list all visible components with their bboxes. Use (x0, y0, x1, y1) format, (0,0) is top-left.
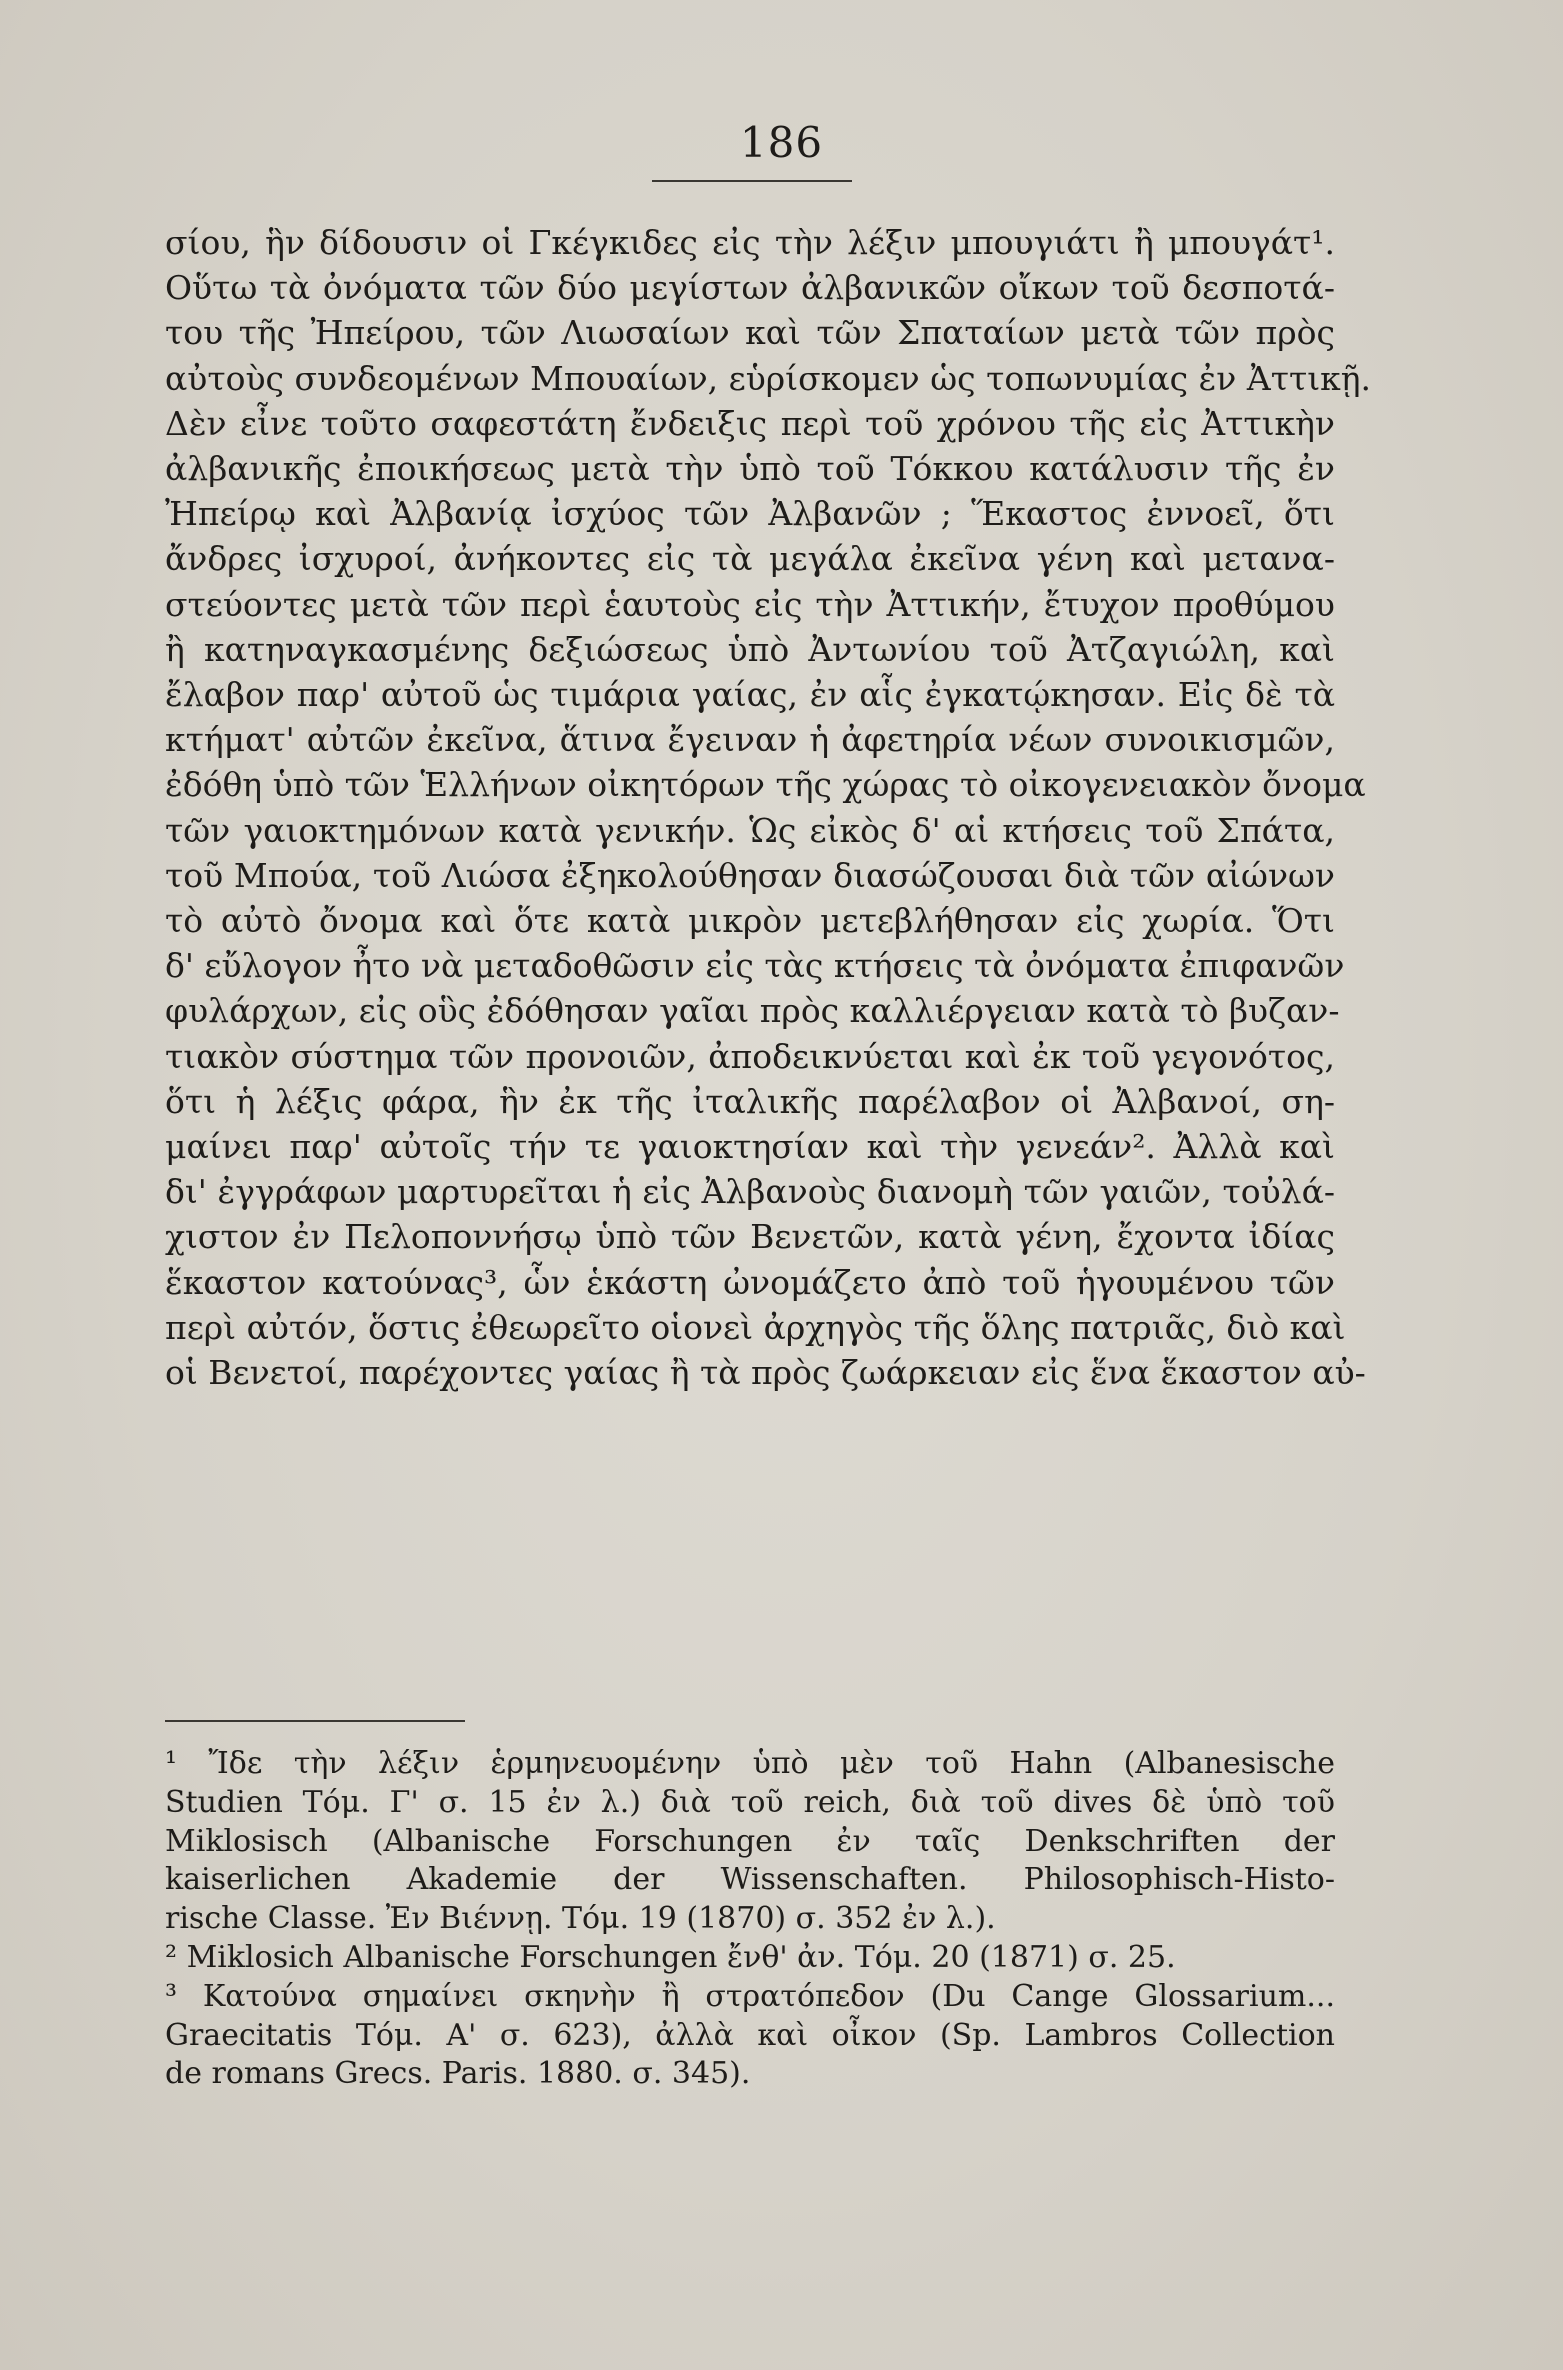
body-line: τοῦ Μπούα, τοῦ Λιώσα ἐξηκολούθησαν διασώζουσαι διὰ τῶν αἰώνων (165, 855, 1335, 895)
body-line: δ' εὔλογον ἦτο νὰ μεταδοθῶσιν εἰς τὰς κτήσεις τὰ ὀνόματα ἐπιφανῶν (165, 946, 1345, 986)
body-line: τὸ αὐτὸ ὄνομα καὶ ὅτε κατὰ μικρὸν μετεβλήθησαν εἰς χωρία. Ὅτι (165, 901, 1335, 941)
body-line: περὶ αὐτόν, ὅστις ἐθεωρεῖτο οἱονεὶ ἀρχηγὸς τῆς ὅλης πατριᾶς, διὸ καὶ (165, 1307, 1346, 1347)
footnote-line: ¹ Ἴδε τὴν λέξιν ἑρμηνευομένην ὑπὸ μὲν τοῦ Hahn (Albanesische (165, 1746, 1335, 1781)
body-line: Ἠπείρῳ καὶ Ἀλβανίᾳ ἰσχύος τῶν Ἀλβανῶν ; Ἕκαστος ἐννοεῖ, ὅτι (165, 494, 1335, 534)
body-line: τιακὸν σύστημα τῶν προνοιῶν, ἀποδεικνύεται καὶ ἐκ τοῦ γεγονότος, (165, 1036, 1335, 1076)
body-line: κτήματ' αὐτῶν ἐκεῖνα, ἅτινα ἔγειναν ἡ ἀφετηρία νέων συνοικισμῶν, (165, 720, 1335, 760)
body-line: οἱ Βενετοί, παρέχοντες γαίας ἢ τὰ πρὸς ζωάρκειαν εἰς ἕνα ἕκαστον αὐ- (165, 1353, 1366, 1393)
body-line: δι' ἐγγράφων μαρτυρεῖται ἡ εἰς Ἀλβανοὺς διανομὴ τῶν γαιῶν, τοὐλά- (165, 1172, 1335, 1212)
footnote-line: ² Miklosich Albanische Forschungen ἔνθ' ἀν. Τόμ. 20 (1871) σ. 25. (165, 1939, 1176, 1975)
body-line: τῶν γαιοκτημόνων κατὰ γενικήν. Ὡς εἰκὸς δ' αἱ κτήσεις τοῦ Σπάτα, (165, 810, 1335, 850)
page-number: 186 (739, 118, 824, 167)
body-text (165, 220, 1372, 1395)
footnote-line: kaiserlichen Akademie der Wissenschaften. Philosophisch-Histo- (165, 1862, 1335, 1898)
page-number-rule (652, 180, 852, 182)
footnote-line: ³ Κατούνα σημαίνει σκηνὴν ἢ στρατόπεδον (Du Cange Glossarium... (165, 1978, 1335, 2014)
body-line: του τῆς Ἠπείρου, τῶν Λιωσαίων καὶ τῶν Σπαταίων μετὰ τῶν πρὸς (165, 313, 1335, 353)
body-line: μαίνει παρ' αὐτοῖς τήν τε γαιοκτησίαν καὶ τὴν γενεάν². Ἀλλὰ καὶ (165, 1127, 1335, 1167)
body-line: σίου, ἣν δίδουσιν οἱ Γκέγκιδες εἰς τὴν λέξιν μπουγιάτι ἢ μπουγάτ¹. (165, 223, 1335, 262)
footnote-line: Miklosisch (Albanische Forschungen ἐν ταῖς Denkschriften der (165, 1823, 1335, 1859)
footnotes (165, 1745, 1335, 2094)
footnote-rule (165, 1720, 465, 1722)
body-line: Οὕτω τὰ ὀνόματα τῶν δύο μεγίστων ἀλβανικῶν οἴκων τοῦ δεσποτά- (165, 268, 1335, 308)
body-line: ἄνδρες ἰσχυροί, ἀνήκοντες εἰς τὰ μεγάλα ἐκεῖνα γένη καὶ μετανα- (165, 539, 1335, 579)
footnote-line: rische Classe. Ἐν Βιέννῃ. Τόμ. 19 (1870) σ. 352 ἐν λ.). (165, 1901, 996, 1937)
body-line: ἀλβανικῆς ἐποικήσεως μετὰ τὴν ὑπὸ τοῦ Τόκκου κατάλυσιν τῆς ἐν (165, 449, 1335, 489)
body-line: ἐδόθη ὑπὸ τῶν Ἑλλήνων οἰκητόρων τῆς χώρας τὸ οἰκογενειακὸν ὄνομα (165, 765, 1366, 805)
body-line: στεύοντες μετὰ τῶν περὶ ἑαυτοὺς εἰς τὴν Ἀττικήν, ἔτυχον προθύμου (165, 584, 1335, 624)
body-line: ὅτι ἡ λέξις φάρα, ἣν ἐκ τῆς ἰταλικῆς παρέλαβον οἱ Ἀλβανοί, ση- (165, 1081, 1335, 1121)
body-line: ἔλαβον παρ' αὐτοῦ ὡς τιμάρια γαίας, ἐν αἷς ἐγκατῴκησαν. Εἰς δὲ τὰ (165, 675, 1335, 715)
body-line: αὐτοὺς συνδεομένων Μπουαίων, εὑρίσκομεν ὡς τοπωνυμίας ἐν Ἀττικῇ. (165, 358, 1372, 398)
body-line: Δὲν εἶνε τοῦτο σαφεστάτη ἔνδειξις περὶ τοῦ χρόνου τῆς εἰς Ἀττικὴν (165, 403, 1335, 443)
body-line: ἕκαστον κατούνας³, ὧν ἑκάστη ὠνομάζετο ἀπὸ τοῦ ἡγουμένου τῶν (165, 1262, 1335, 1302)
footnote-line: Studien Τόμ. Γ' σ. 15 ἐν λ.) διὰ τοῦ reich, διὰ τοῦ dives δὲ ὑπὸ τοῦ (165, 1784, 1335, 1820)
footnote-line: Graecitatis Τόμ. Α' σ. 623), ἀλλὰ καὶ οἶκον (Sp. Lambros Collection (165, 2017, 1335, 2053)
body-line: χιστον ἐν Πελοποννήσῳ ὑπὸ τῶν Βενετῶν, κατὰ γένη, ἔχοντα ἰδίας (165, 1217, 1335, 1257)
body-line: φυλάρχων, εἰς οὓς ἐδόθησαν γαῖαι πρὸς καλλιέργειαν κατὰ τὸ βυζαν- (165, 991, 1340, 1031)
footnote-line: de romans Grecs. Paris. 1880. σ. 345). (165, 2056, 751, 2092)
body-line: ἢ κατηναγκασμένης δεξιώσεως ὑπὸ Ἀντωνίου τοῦ Ἀτζαγιώλη, καὶ (165, 629, 1335, 669)
